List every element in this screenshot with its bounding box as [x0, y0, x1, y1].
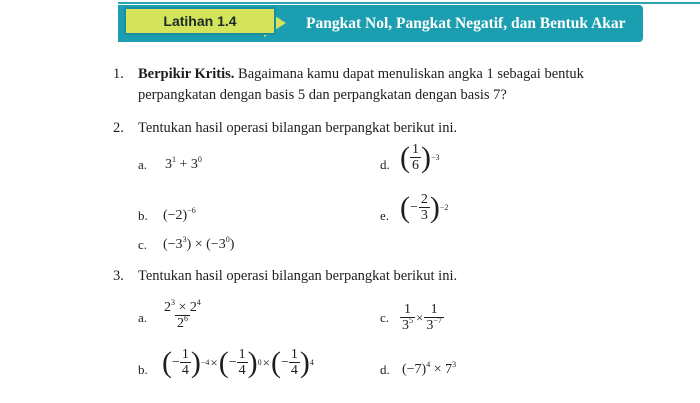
q3c-expression: $\frac{1}{3^5}$ × $\frac{1}{3^{-7}}$	[402, 302, 442, 333]
q1-bold-lead: Berpikir Kritis.	[138, 66, 235, 82]
section-title: Pangkat Nol, Pangkat Negatif, dan Bentuk Akar	[306, 15, 626, 32]
q3b-expression: ( − $\frac{1}{4}$ ) −4 × ( − $\frac{1}{4}$ ) 0 × ( − $\frac{1}{4}$ ) 4	[162, 345, 314, 379]
q2d-label: d.	[380, 157, 390, 172]
q3d-expression: $(-7)^4 \times 7^3$	[402, 360, 457, 377]
q2a-label: a.	[138, 157, 148, 172]
q2e-expression: ( − $\frac{2}{3}$ ) −2	[400, 190, 449, 224]
q3-number: 3.	[113, 268, 124, 284]
exercise-tab-label: Latihan 1.4	[124, 7, 276, 35]
q3a-expression: $\frac{2^3 \times 2^4}{2^6}$	[164, 298, 201, 331]
q1-number: 1.	[113, 66, 124, 82]
q2-text: Tentukan hasil operasi bilangan berpangkat berikut ini.	[138, 120, 458, 136]
q2-number: 2.	[113, 120, 124, 136]
q2d-expression: ( $\frac{1}{6}$ ) −3	[400, 140, 440, 174]
q3d-label: d.	[380, 362, 390, 377]
q2c-label: c.	[138, 237, 148, 252]
q2e-label: e.	[380, 208, 390, 223]
q3-text: Tentukan hasil operasi bilangan berpangkat berikut ini.	[138, 268, 458, 284]
q3a-label: a.	[138, 310, 148, 325]
q3b-label: b.	[138, 362, 148, 377]
q1-line1	[138, 64, 584, 84]
q1-text-1: Bagaimana kamu dapat menuliskan angka 1 sebagai bentuk	[234, 66, 584, 82]
q2c-expression: $(-3^3) \times (-3^0)$	[163, 235, 235, 252]
q2b-label: b.	[138, 208, 148, 223]
header-top-rule	[118, 2, 700, 4]
q3c-label: c.	[380, 310, 390, 325]
q2a-expression: $3^1 + 3^0$	[165, 155, 202, 172]
q1-line2: perpangkatan dengan basis 5 dan perpangkatan dengan basis 7?	[138, 87, 507, 103]
q2b-expression: $(-2)^{-6}$	[163, 206, 196, 223]
